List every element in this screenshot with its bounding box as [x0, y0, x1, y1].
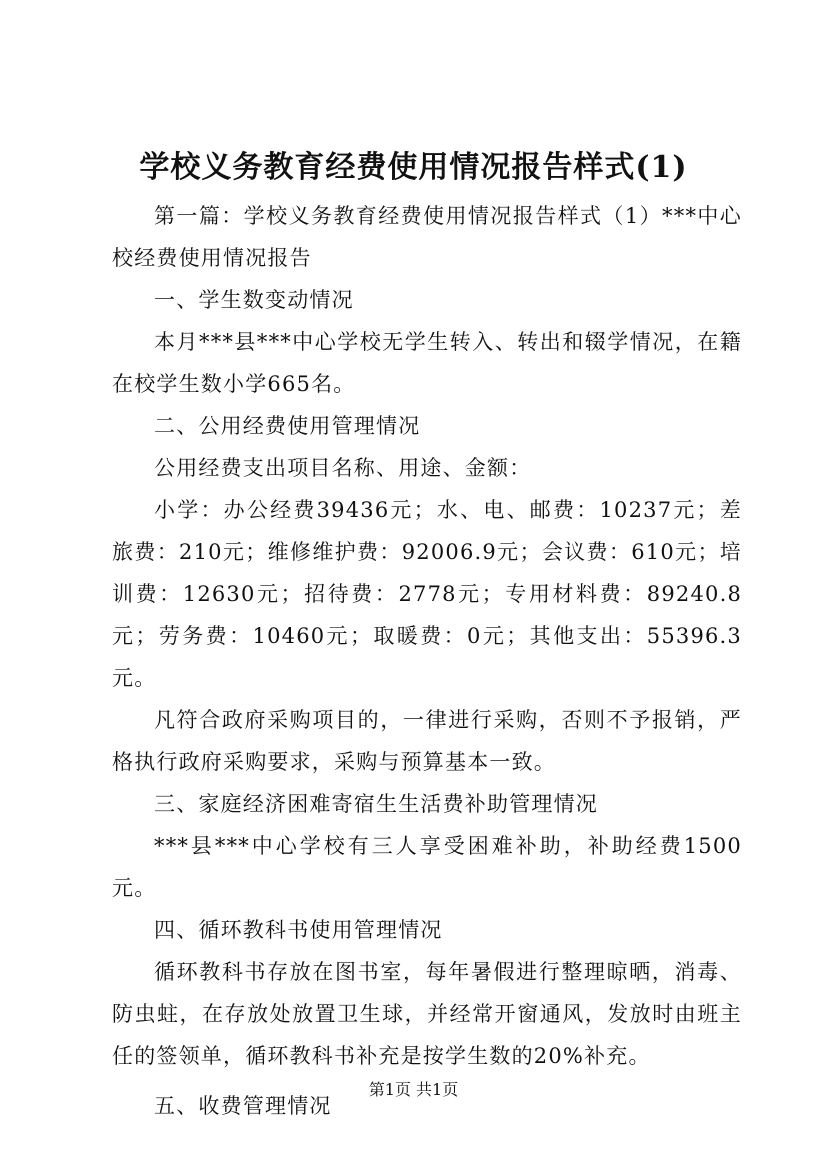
document-title: 学校义务教育经费使用情况报告样式(1)	[139, 150, 688, 185]
paragraph-procurement: 凡符合政府采购项目的，一律进行采购，否则不予报销，严格执行政府采购要求，采购与预算基本一致。	[112, 708, 742, 774]
paragraph-textbooks: 循环教科书存放在图书室，每年暑假进行整理晾晒，消毒、防虫蛀，在存放处放置卫生球，并经常开窗通风，发放时由班主任的签领单，循环教科书补充是按学生数的20%补充。	[112, 960, 742, 1068]
page-number-footer: 第1页 共1页	[368, 1080, 459, 1099]
paragraph-boarding-subsidy: ***县***中心学校有三人享受困难补助，补助经费1500元。	[112, 834, 742, 900]
section-heading-student-changes: 一、学生数变动情况	[154, 288, 354, 312]
paragraph-intro: 第一篇：学校义务教育经费使用情况报告样式（1）***中心校经费使用情况报告	[112, 204, 742, 270]
section-heading-textbooks: 四、循环教科书使用管理情况	[154, 918, 443, 942]
paragraph-student-changes: 本月***县***中心学校无学生转入、转出和辍学情况，在籍在校学生数小学665名。	[112, 330, 742, 396]
paragraph-expense-details: 小学：办公经费39436元；水、电、邮费：10237元；差旅费：210元；维修维护费：92006.9元；会议费：610元；培训费：12630元；招待费：2778元；专用材料费：89240.8元；劳务费：10460元；取暖费：0元；其他支出：55396.3元。	[112, 498, 742, 690]
section-heading-boarding-subsidy: 三、家庭经济困难寄宿生生活费补助管理情况	[154, 792, 598, 816]
document-body	[112, 195, 742, 1127]
paragraph-expense-items-label: 公用经费支出项目名称、用途、金额：	[154, 456, 532, 480]
section-heading-public-funds: 二、公用经费使用管理情况	[154, 414, 421, 438]
section-heading-fees: 五、收费管理情况	[154, 1094, 332, 1118]
